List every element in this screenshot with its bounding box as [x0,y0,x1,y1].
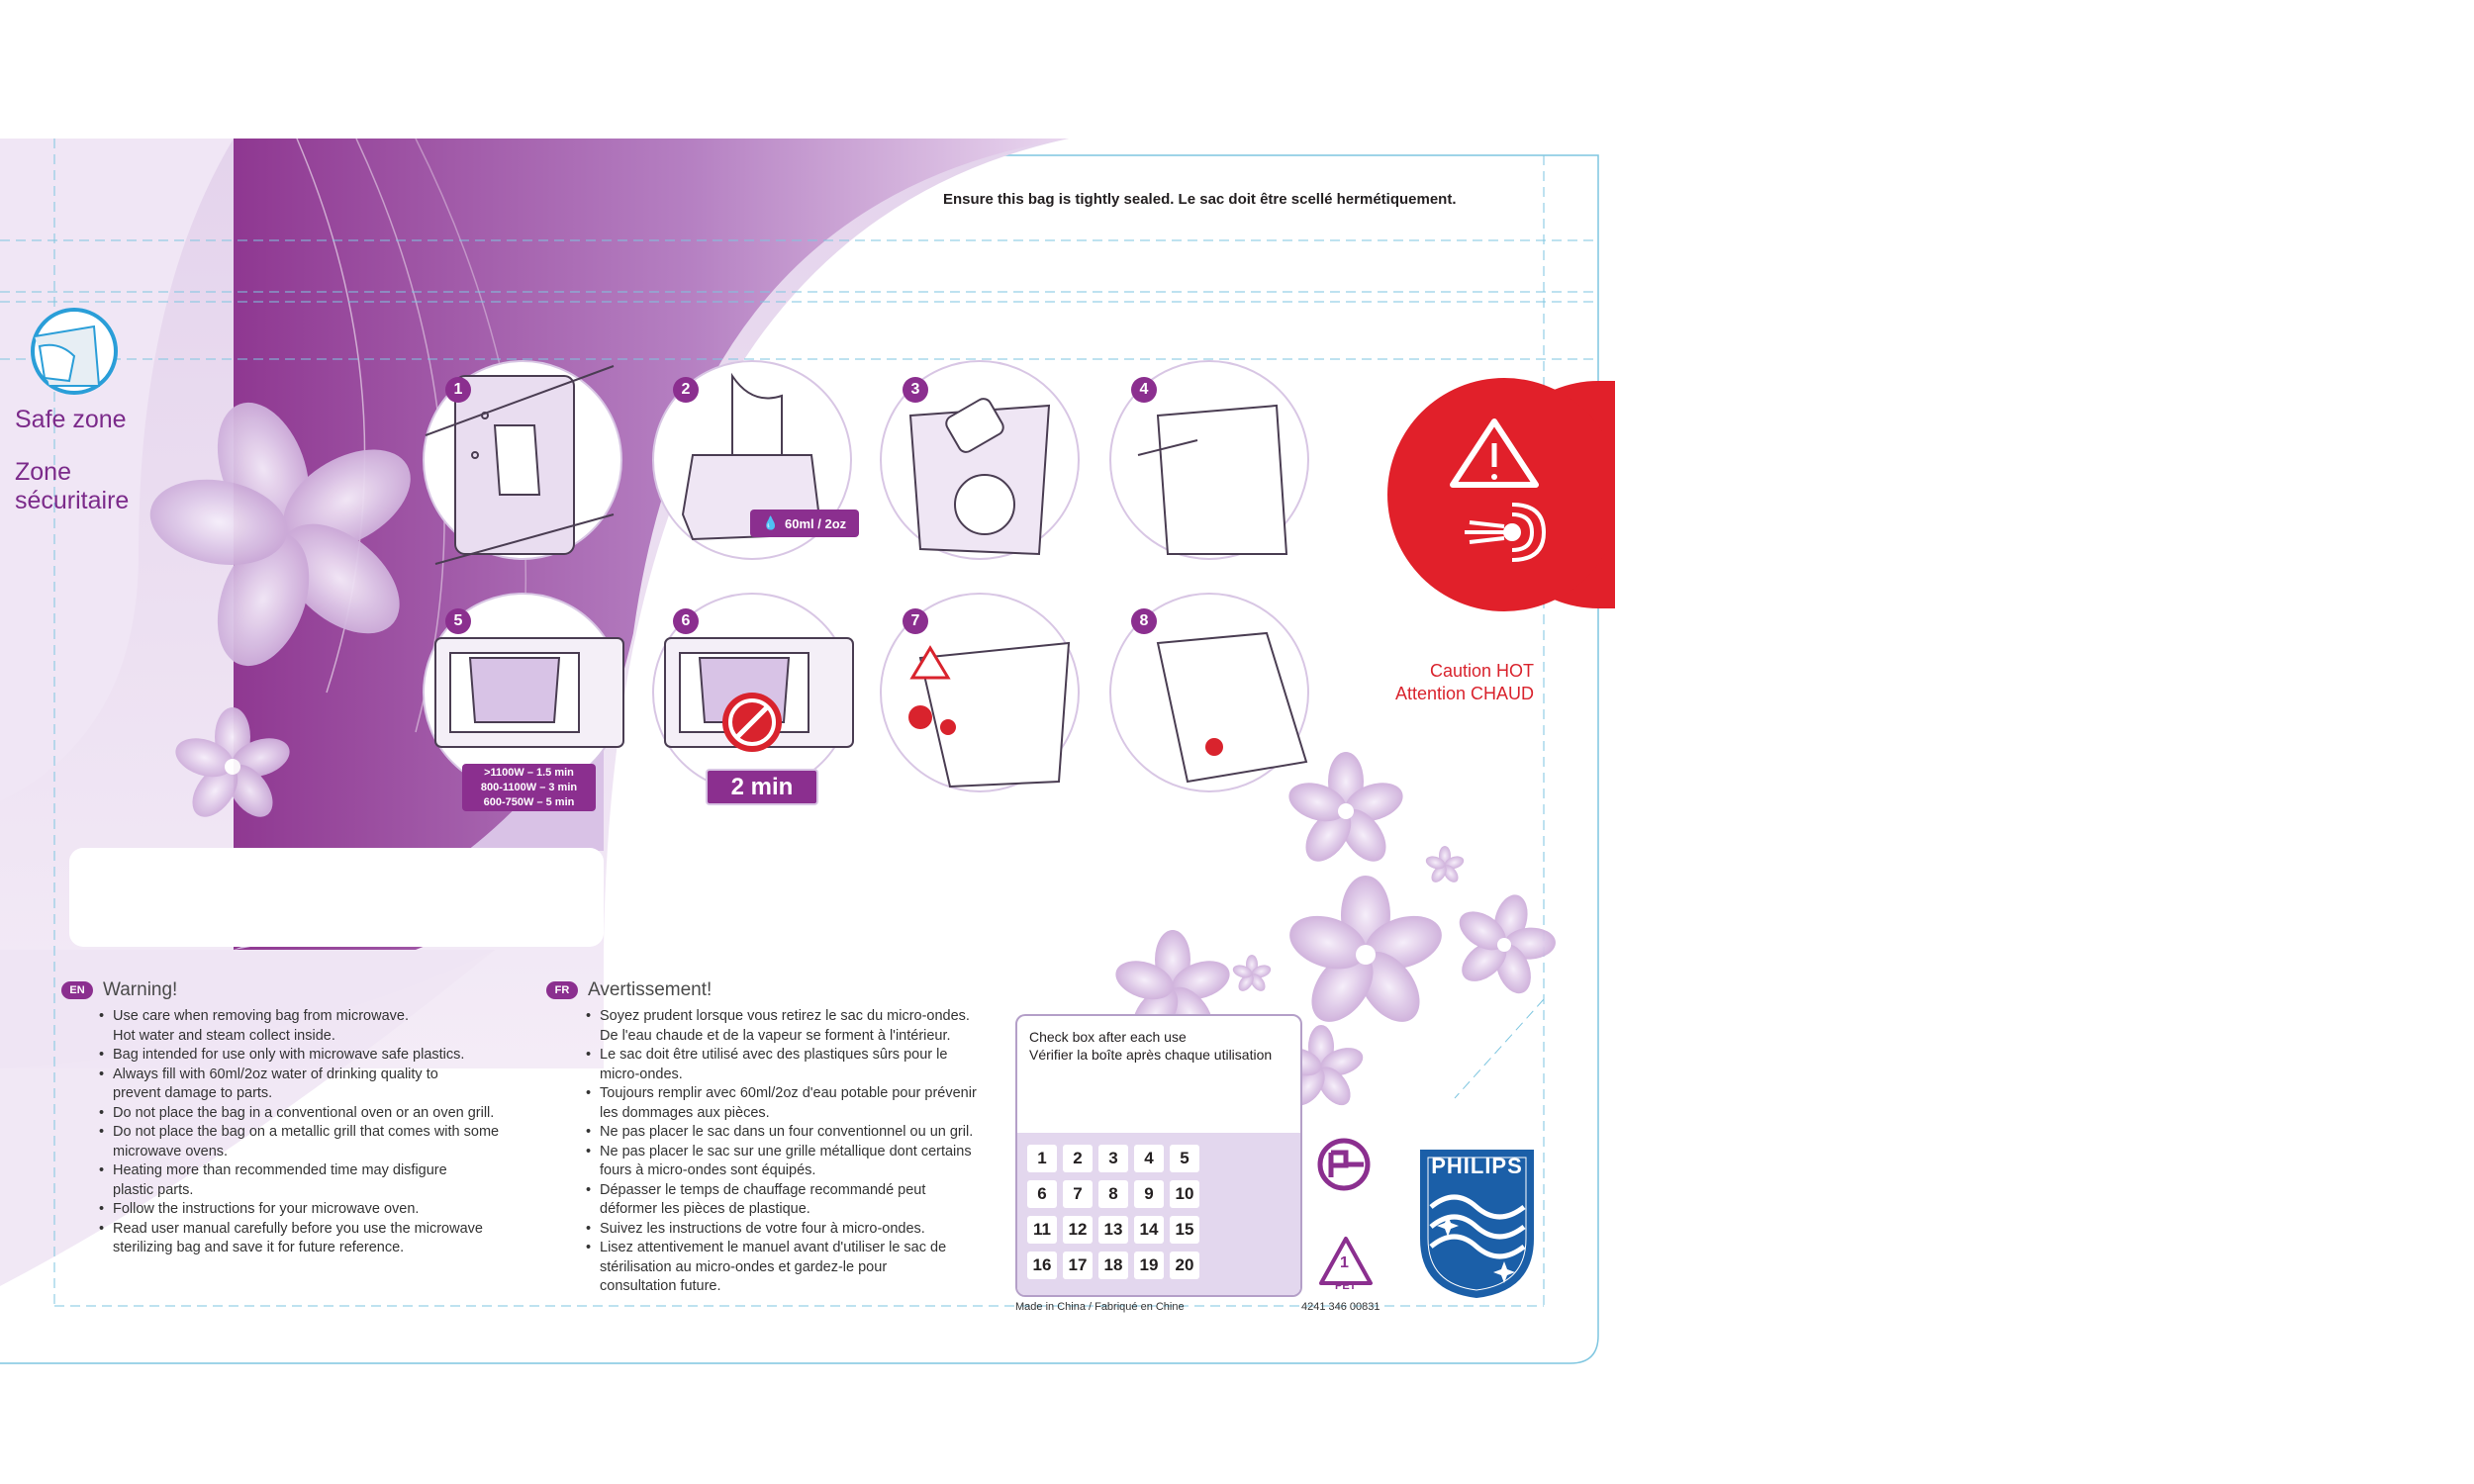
philips-logo: PHILIPS [1431,1154,1523,1178]
warning-en-item: • Follow the instructions for your microwave oven. [99,1200,499,1220]
usage-checkbox[interactable]: 5 [1170,1145,1199,1172]
place-bottle-parts-in-bag-icon [883,363,1077,557]
language-badge-en: EN [61,981,93,999]
warning-en-item: • Always fill with 60ml/2oz water of drinking quality to prevent damage to parts. [99,1066,499,1104]
language-badge-fr: FR [546,981,578,999]
checkbox-title-fr: Vérifier la boîte après chaque utilisation [1029,1047,1273,1063]
step-5-times [462,764,596,811]
warning-fr-item: • Soyez prudent lorsque vous retirez le sac du micro-ondes. De l'eau chaude et de la vapeur se forment à l'intérieur. [586,1007,977,1046]
recycle-number: 1 [1340,1254,1349,1271]
usage-checkbox[interactable]: 9 [1134,1180,1164,1208]
water-drop-icon: 💧 [762,515,780,530]
step-5-time-2: 800-1100W – 3 min [480,781,578,793]
step-5-time-3: 600-750W – 5 min [483,795,575,808]
step-8-badge: 8 [1131,608,1157,634]
usage-checkbox[interactable]: 7 [1063,1180,1093,1208]
usage-checkbox[interactable]: 4 [1134,1145,1164,1172]
warning-en-item: • Read user manual carefully before you use the microwave sterilizing bag and save it for future reference. [99,1220,499,1258]
usage-checkbox[interactable]: 16 [1027,1252,1057,1279]
seal-notice: Ensure this bag is tightly sealed. Le sac doit être scellé hermétiquement. [943,191,1457,208]
bag-in-microwave-icon [426,596,619,789]
usage-checkbox[interactable]: 6 [1027,1180,1057,1208]
warning-fr-title-text: Avertissement! [588,979,713,1000]
usage-checkbox[interactable]: 19 [1134,1252,1164,1279]
remove-hot-bag-icon [883,596,1077,789]
hand-holding-bag-icon [30,309,119,398]
usage-checkbox[interactable]: 15 [1170,1216,1199,1244]
usage-checkbox[interactable]: 8 [1098,1180,1128,1208]
usage-checkbox[interactable]: 17 [1063,1252,1093,1279]
drain-bag-icon [1112,596,1306,789]
warning-fr-item: • Toujours remplir avec 60ml/2oz d'eau potable pour prévenir les dommages aux pièces. [586,1084,977,1123]
warning-fr-item: • Lisez attentivement le manuel avant d'utiliser le sac de stérilisation au micro-ondes et gardez-le pour consultation future. [586,1239,977,1297]
checkbox-header [1017,1016,1300,1133]
usage-checkbox[interactable]: 20 [1170,1252,1199,1279]
usage-checkbox-panel [1015,1014,1302,1297]
pct-certification-icon [1316,1138,1372,1193]
step-1-badge: 1 [445,377,471,403]
product-code: 4241 346 00831 [1301,1301,1380,1313]
warning-en-item: • Use care when removing bag from microwave. Hot water and steam collect inside. [99,1007,499,1046]
caution-hot-fr: Attention CHAUD [1394,684,1534,703]
fill-bottle-at-tap-icon [426,363,619,557]
warning-en-item: • Bag intended for use only with microwave safe plastics. [99,1046,499,1066]
recycle-label: PET [1335,1280,1357,1292]
step-5-time-1: >1100W – 1.5 min [484,766,574,779]
blank-note-area [69,848,604,947]
safe-zone-label-fr-1: Zone [15,458,71,486]
usage-checkbox[interactable]: 13 [1098,1216,1128,1244]
warning-en-item: • Do not place the bag in a conventional oven or an oven grill. [99,1104,499,1124]
warning-fr-item: • Dépasser le temps de chauffage recommandé peut déformer les pièces de plastique. [586,1181,977,1220]
usage-checkbox[interactable]: 14 [1134,1216,1164,1244]
step-2-badge: 2 [673,377,699,403]
warning-en-item: • Do not place the bag on a metallic grill that comes with some microwave ovens. [99,1123,499,1161]
step-6-badge: 6 [673,608,699,634]
usage-checkbox[interactable]: 18 [1098,1252,1128,1279]
safe-zone-label-en: Safe zone [15,406,127,433]
usage-checkbox[interactable]: 2 [1063,1145,1093,1172]
warning-triangle-icon [1445,416,1544,495]
warning-en-title-text: Warning! [103,979,178,1000]
step-2-amount [750,510,859,537]
made-in: Made in China / Fabriqué en Chine [1015,1301,1185,1313]
warning-fr-item: • Suivez les instructions de votre four à micro-ondes. [586,1220,977,1240]
warning-en-item: • Heating more than recommended time may disfigure plastic parts. [99,1161,499,1200]
warning-en-title [61,979,177,1001]
usage-checkbox[interactable]: 12 [1063,1216,1093,1244]
warning-en-list [99,1007,499,1258]
warning-fr-item: • Ne pas placer le sac sur une grille métallique dont certains fours à micro-ondes sont équipés. [586,1143,977,1181]
step-7-badge: 7 [903,608,928,634]
step-2-amount-text: 60ml / 2oz [785,515,847,531]
do-not-touch-microwave-icon [655,596,849,789]
step-3-badge: 3 [903,377,928,403]
checkbox-title-en: Check box after each use [1029,1029,1187,1045]
safe-zone-label-fr-2: sécuritaire [15,487,130,514]
step-6-duration: 2 min [706,769,818,805]
usage-checkbox[interactable]: 11 [1027,1216,1057,1244]
step-4-badge: 4 [1131,377,1157,403]
usage-checkbox[interactable]: 10 [1170,1180,1199,1208]
step-5-badge: 5 [445,608,471,634]
warning-fr-title [546,979,712,1001]
usage-checkbox[interactable]: 1 [1027,1145,1057,1172]
hot-steam-icon [1455,500,1554,564]
warning-fr-item: • Ne pas placer le sac dans un four conventionnel ou un gril. [586,1123,977,1143]
checkbox-grid [1017,1133,1300,1295]
warning-fr-item: • Le sac doit être utilisé avec des plastiques sûrs pour le micro-ondes. [586,1046,977,1084]
warning-fr-list [586,1007,977,1297]
usage-checkbox[interactable]: 3 [1098,1145,1128,1172]
seal-bag-icon [1112,363,1306,557]
caution-hot-en: Caution HOT [1429,661,1534,681]
